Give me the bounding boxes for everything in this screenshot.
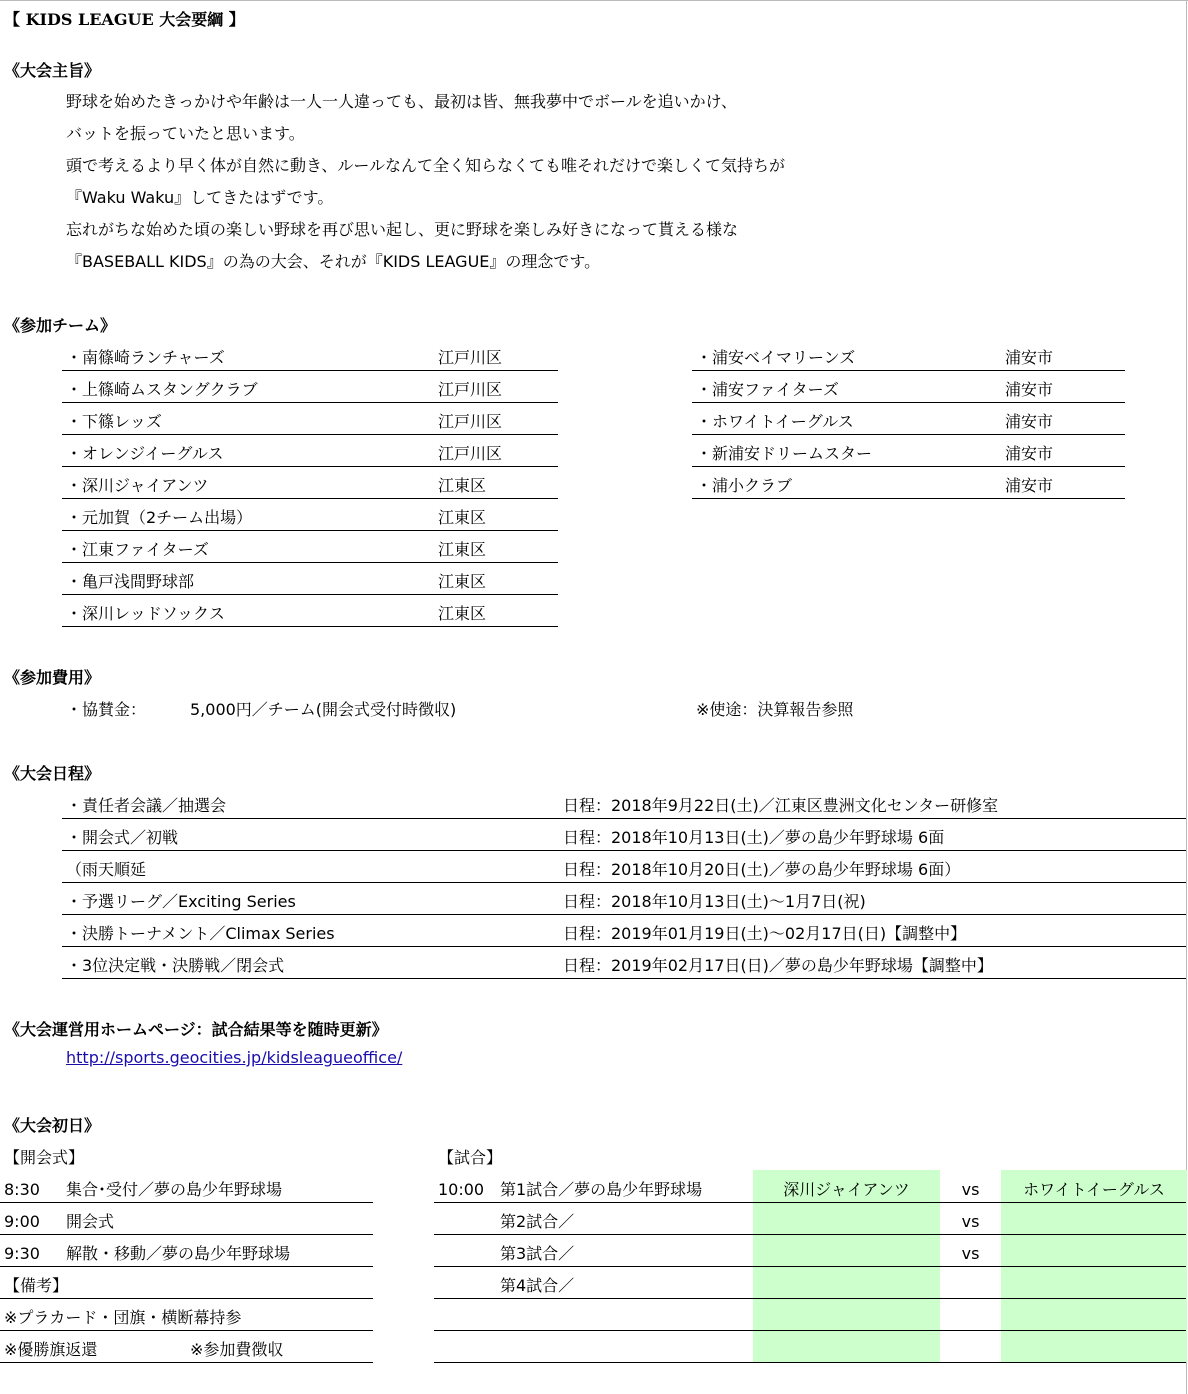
team-area: 江東区 (438, 508, 487, 527)
row-divider (62, 466, 558, 467)
game-label: 第2試合／ (500, 1212, 575, 1231)
first-day-heading: 《大会初日》 (4, 1116, 101, 1135)
notes-line-1: ※プラカード・団旗・横断幕持参 (4, 1308, 242, 1327)
row-divider (434, 1234, 1186, 1235)
team-area: 浦安市 (1005, 348, 1054, 367)
team-name: ・深川レッドソックス (66, 604, 225, 623)
game-vs: vs (961, 1244, 980, 1263)
schedule-event: ・予選リーグ／Exciting Series (66, 892, 296, 911)
team-area: 江戸川区 (438, 348, 503, 367)
schedule-date: 日程：2018年9月22日(土)／江東区豊洲文化センター研修室 (563, 796, 999, 815)
fee-value: 5,000円／チーム(開会式受付時徴収) (190, 700, 457, 719)
schedule-date: 日程：2019年02月17日(日)／夢の島少年野球場【調整中】 (563, 956, 993, 975)
game-home-team: 深川ジャイアンツ (783, 1180, 910, 1199)
purpose-line-5: 忘れがちな始めた頃の楽しい野球を再び思い起し、更に野球を楽しみ好きになって貰える様な (66, 220, 739, 239)
row-divider (692, 402, 1125, 403)
row-divider (692, 370, 1125, 371)
game-away-team: ホワイトイーグルス (1023, 1180, 1165, 1199)
row-divider (692, 466, 1125, 467)
game-label: 第4試合／ (500, 1276, 575, 1295)
purpose-line-3: 頭で考えるより早く体が自然に動き、ルールなんて全く知らなくても唯それだけで楽しくて気持ちが (66, 156, 786, 175)
team-name: ・亀戸浅間野球部 (66, 572, 195, 591)
row-divider (62, 402, 558, 403)
ceremony-time: 8:30 (4, 1180, 40, 1199)
row-divider (0, 1330, 373, 1331)
team-name: ・元加賀（2チーム出場） (66, 508, 253, 527)
page-title-text: 【 KIDS LEAGUE 大会要綱 】 (4, 10, 245, 29)
row-divider (434, 1298, 1186, 1299)
team-name: ・浦安ファイターズ (696, 380, 839, 399)
team-name: ・新浦安ドリームスター (696, 444, 873, 463)
team-name: ・下篠レッズ (66, 412, 162, 431)
team-area: 江戸川区 (438, 444, 503, 463)
row-divider (62, 978, 1186, 979)
team-area: 浦安市 (1005, 412, 1054, 431)
row-divider (0, 1234, 373, 1235)
row-divider (692, 434, 1125, 435)
notes-line-2a: ※優勝旗返還 (4, 1340, 98, 1359)
team-name: ・深川ジャイアンツ (66, 476, 209, 495)
schedule-event: ・開会式／初戦 (66, 828, 179, 847)
row-divider (62, 498, 558, 499)
row-divider (62, 370, 558, 371)
ceremony-time: 9:30 (4, 1244, 40, 1263)
row-divider (0, 1266, 373, 1267)
game-label: 第3試合／ (500, 1244, 575, 1263)
teams-heading: 《参加チーム》 (4, 316, 117, 335)
ceremony-item: 解散・移動／夢の島少年野球場 (66, 1244, 291, 1263)
team-area: 浦安市 (1005, 444, 1054, 463)
page-title (4, 10, 245, 30)
team-area: 江東区 (438, 604, 487, 623)
purpose-line-1: 野球を始めたきっかけや年齢は一人一人違っても、最初は皆、無我夢中でボールを追いかけ、 (66, 92, 738, 111)
website-link[interactable]: http://sports.geocities.jp/kidsleagueoffice/ (66, 1048, 403, 1067)
row-divider (0, 1298, 373, 1299)
notes-heading: 【備考】 (4, 1276, 69, 1295)
games-heading: 【試合】 (438, 1148, 503, 1167)
row-divider (0, 1362, 373, 1363)
game-vs: vs (961, 1180, 980, 1199)
row-divider (62, 850, 1186, 851)
game-label: 第1試合／夢の島少年野球場 (500, 1180, 703, 1199)
team-area: 江東区 (438, 540, 487, 559)
team-name: ・オレンジイーグルス (66, 444, 224, 463)
team-area: 江東区 (438, 572, 487, 591)
schedule-date: 日程：2019年01月19日(土)～02月17日(日)【調整中】 (563, 924, 967, 943)
notes-line-2b: ※参加費徴収 (190, 1340, 284, 1359)
row-divider (62, 594, 558, 595)
row-divider (62, 882, 1186, 883)
fee-label: ・協賛金： (66, 700, 147, 719)
row-divider (434, 1362, 1186, 1363)
ceremony-item: 集合･受付／夢の島少年野球場 (66, 1180, 283, 1199)
schedule-heading: 《大会日程》 (4, 764, 101, 783)
games-time: 10:00 (438, 1180, 485, 1199)
schedule-event: ・責任者会議／抽選会 (66, 796, 227, 815)
game-vs: vs (961, 1212, 980, 1231)
team-name: ・江東ファイターズ (66, 540, 209, 559)
fee-note: ※使途：決算報告参照 (696, 700, 854, 719)
schedule-event: ・決勝トーナメント／Climax Series (66, 924, 335, 943)
schedule-date: 日程：2018年10月20日(土)／夢の島少年野球場 6面） (563, 860, 961, 879)
row-divider (434, 1266, 1186, 1267)
team-area: 浦安市 (1005, 380, 1054, 399)
schedule-date: 日程：2018年10月13日(土)／夢の島少年野球場 6面 (563, 828, 945, 847)
row-divider (62, 914, 1186, 915)
row-divider (62, 530, 558, 531)
ceremony-heading: 【開会式】 (4, 1148, 85, 1167)
team-area: 江戸川区 (438, 380, 503, 399)
purpose-heading: 《大会主旨》 (4, 61, 101, 80)
team-name: ・浦小クラブ (696, 476, 793, 495)
row-divider (62, 818, 1186, 819)
website-heading: 《大会運営用ホームページ：試合結果等を随時更新》 (4, 1020, 388, 1039)
team-area: 江戸川区 (438, 412, 503, 431)
team-name: ・ホワイトイーグルス (696, 412, 854, 431)
team-name: ・上篠崎ムスタングクラブ (66, 380, 258, 399)
sheet-top-border (0, 0, 1188, 1)
row-divider (0, 1202, 373, 1203)
purpose-line-2: バットを振っていたと思います。 (66, 124, 305, 143)
purpose-line-6: 『BASEBALL KIDS』の為の大会、それが『KIDS LEAGUE』の理念です。 (66, 252, 601, 271)
ceremony-item: 開会式 (66, 1212, 115, 1231)
team-area: 江東区 (438, 476, 487, 495)
row-divider (62, 626, 558, 627)
row-divider (434, 1202, 1186, 1203)
row-divider (434, 1330, 1186, 1331)
team-area: 浦安市 (1005, 476, 1054, 495)
row-divider (62, 562, 558, 563)
ceremony-time: 9:00 (4, 1212, 40, 1231)
row-divider (692, 498, 1125, 499)
schedule-event: ・3位決定戦・決勝戦／閉会式 (66, 956, 285, 975)
row-divider (62, 434, 558, 435)
schedule-date: 日程：2018年10月13日(土)～1月7日(祝) (563, 892, 866, 911)
purpose-line-4: 『Waku Waku』してきたはずです。 (66, 188, 334, 207)
row-divider (62, 946, 1186, 947)
fee-heading: 《参加費用》 (4, 668, 101, 687)
team-name: ・南篠崎ランチャーズ (66, 348, 225, 367)
schedule-event: （雨天順延 (66, 860, 147, 879)
team-name: ・浦安ベイマリーンズ (696, 348, 856, 367)
